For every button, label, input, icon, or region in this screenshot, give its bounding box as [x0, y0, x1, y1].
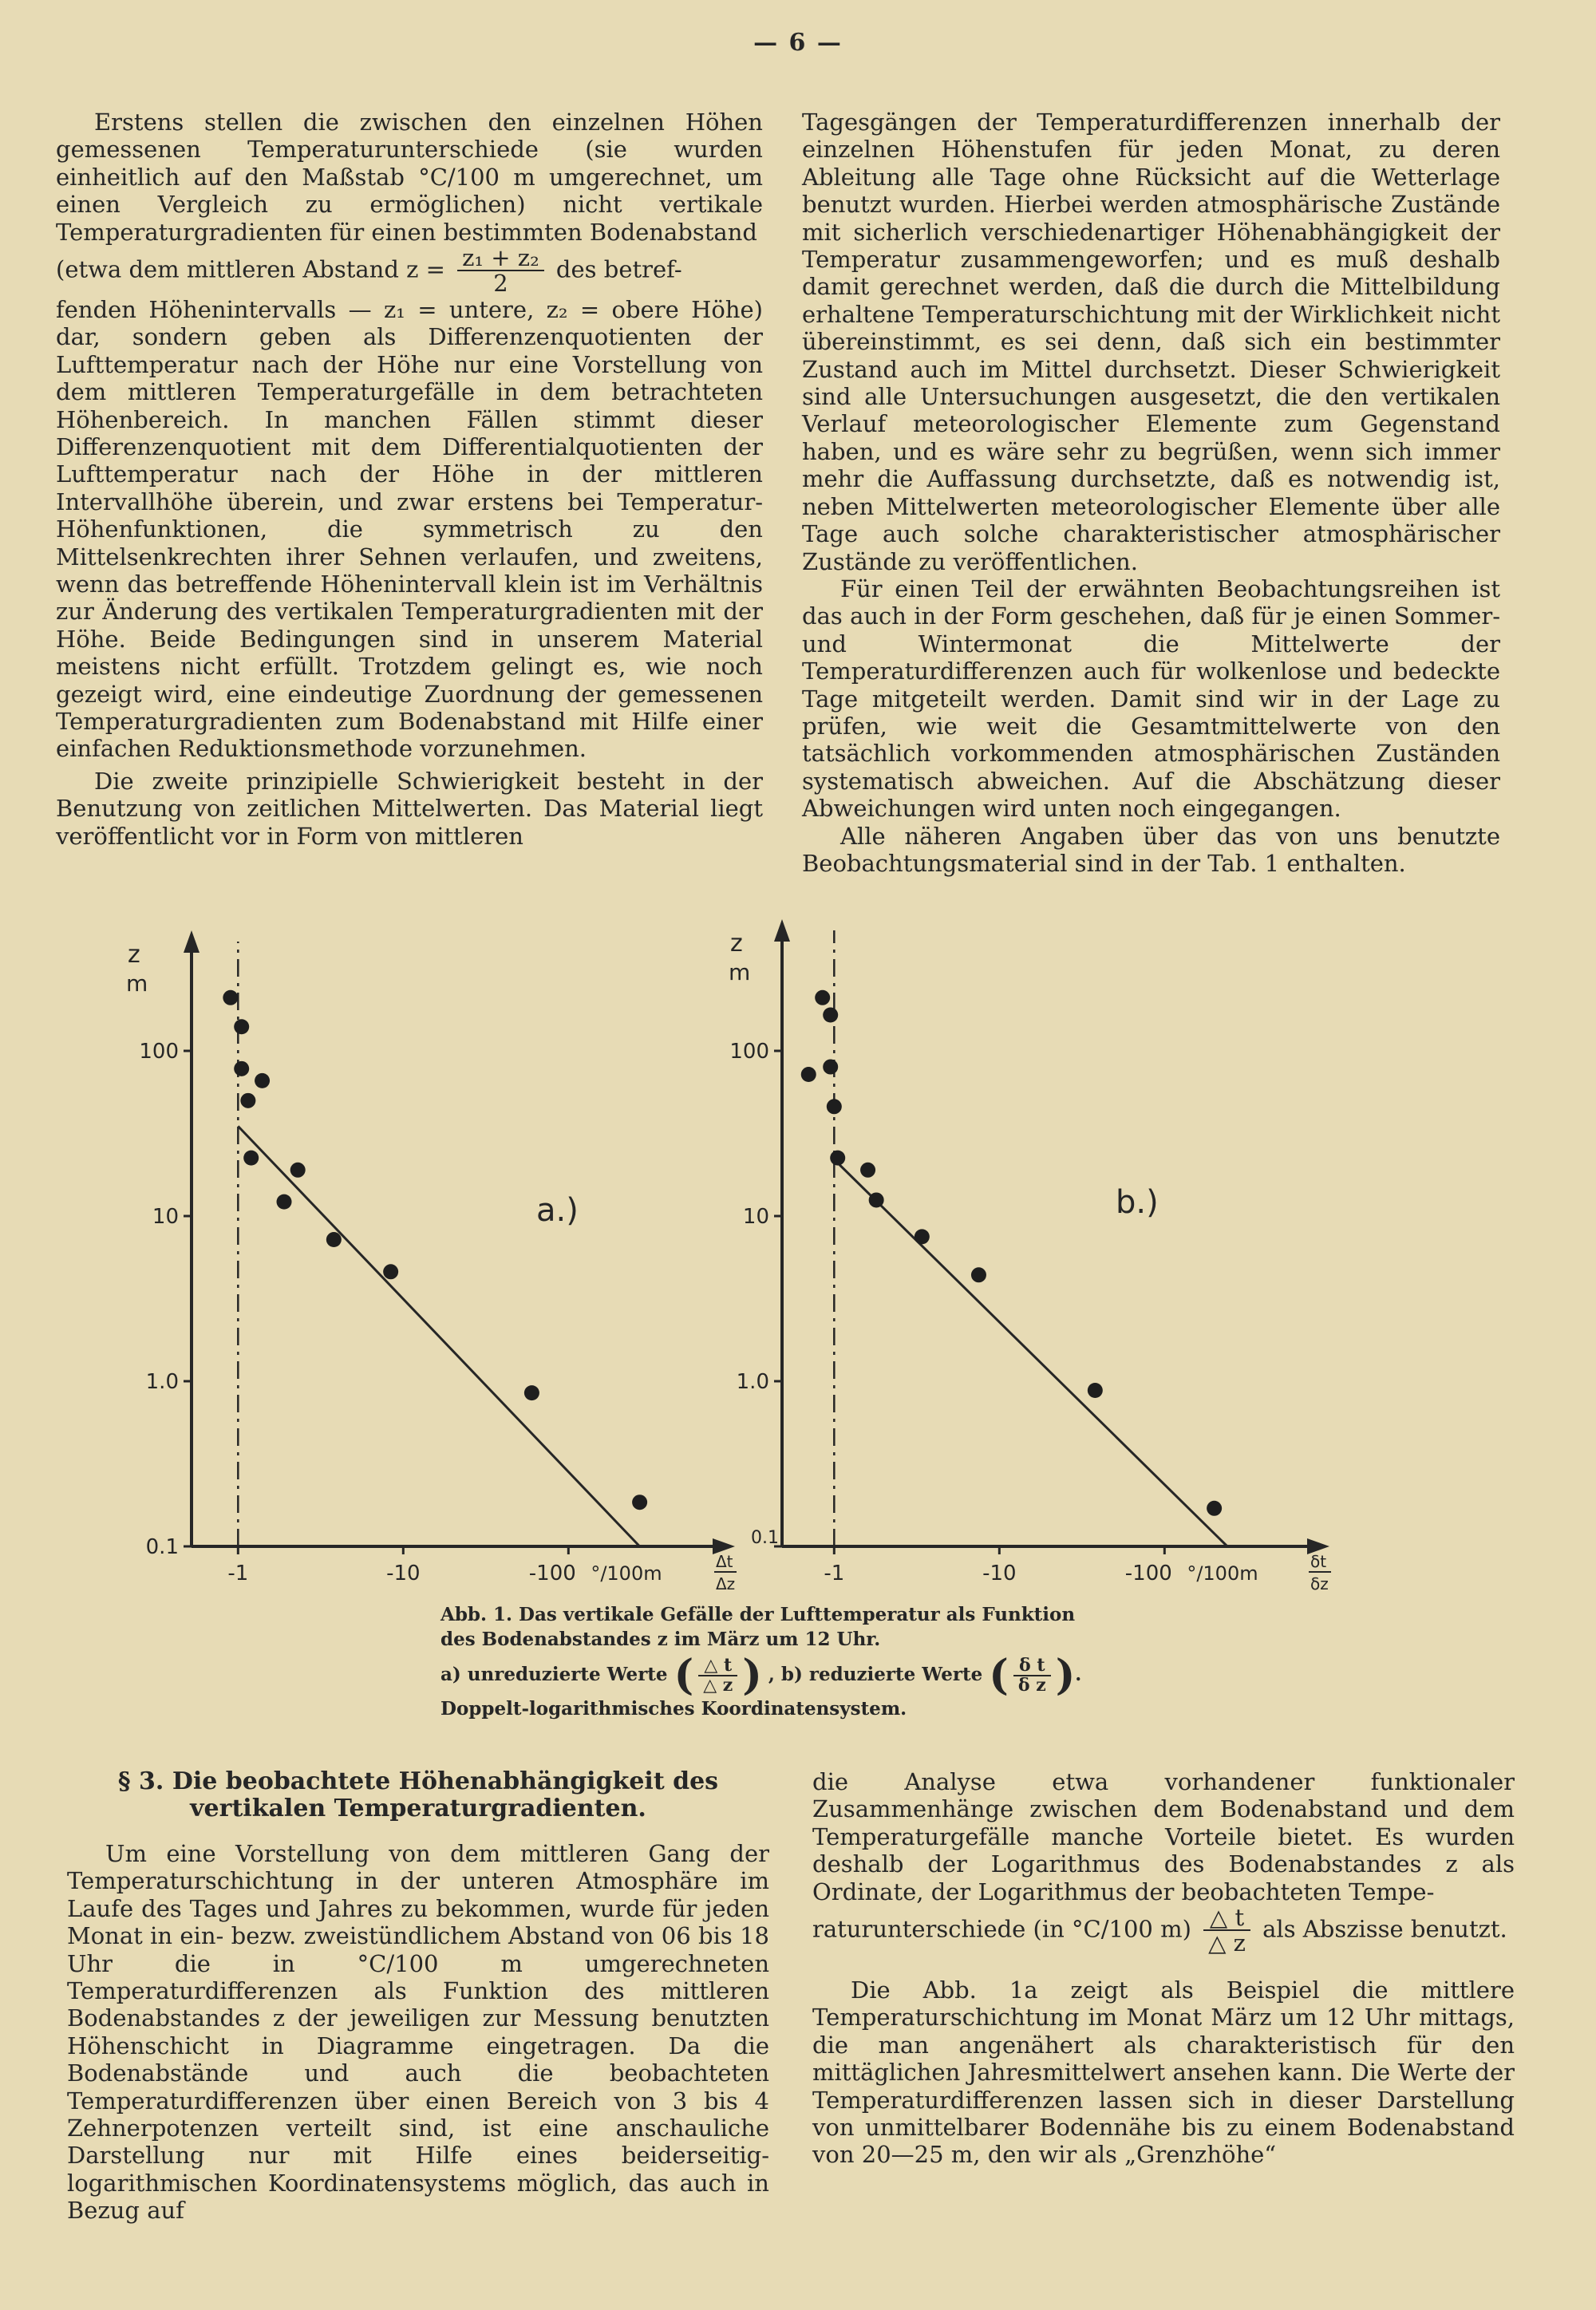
panel-label: b.)	[1116, 1184, 1159, 1221]
y-tick-label: 0.1	[751, 1528, 779, 1548]
x-axis-frac-den: δz	[1310, 1574, 1329, 1593]
data-point	[243, 1151, 259, 1166]
data-point	[971, 1267, 986, 1282]
x-tick-label: -1	[824, 1562, 845, 1585]
regression-line	[834, 1159, 1227, 1546]
paragraph: Erstens stellen die zwischen den einzelnen Höhen gemessenen Temperaturunterschiede (sie wurden einheitlich auf den Maßstab °C/100 m umgerechnet, um einen Vergleich zu ermöglichen) nicht vertikale Temperaturgradienten für einen bestimmten Bodenabstand	[56, 109, 763, 246]
x-tick-label: -10	[386, 1562, 421, 1585]
data-point	[240, 1093, 255, 1108]
y-axis-unit: m	[126, 970, 148, 997]
section-title: § 3. Die beobachtete Höhenabhängigkeit des vertikalen Temperaturgradienten.	[117, 1767, 719, 1822]
data-point	[915, 1229, 930, 1244]
y-axis-label: z	[128, 941, 140, 969]
y-tick-label: 100	[729, 1040, 769, 1064]
caption-b-label: , b) reduzierte Werte	[768, 1664, 983, 1685]
y-axis-arrow	[774, 919, 790, 942]
x-axis-label: °/100m	[591, 1562, 662, 1585]
caption-fraction-a	[698, 1656, 737, 1695]
caption-line: Abb. 1. Das vertikale Gefälle der Lufttemperatur als Funktion	[440, 1604, 1076, 1625]
paragraph: Die Abb. 1a zeigt als Beispiel die mittlere Temperaturschichtung im Monat März um 12 Uhr mittags, die man angenähert als charakteristisch für den mittäglichen Jahresmittelwert ansehen kann. Die Werte der Temperaturdifferenzen lassen sich in dieser Darstellung von unmittelbarer Bodennähe bis zu einem Bodenabstand von 20—25 m, den wir als „Grenzhöhe“	[812, 1976, 1515, 2169]
caption-fraction-b	[1013, 1656, 1051, 1695]
data-point	[1088, 1383, 1103, 1398]
paragraph-formula-line	[812, 1905, 1515, 1956]
fraction-numerator: △ t	[698, 1656, 737, 1676]
formula-text: raturunterschiede (in °C/100 m)	[812, 1915, 1191, 1943]
caption-a-label: a) unreduzierte Werte	[440, 1664, 668, 1685]
data-point	[815, 990, 830, 1005]
y-axis-unit: m	[729, 959, 751, 985]
fraction-denominator: δ z	[1017, 1675, 1046, 1696]
caption-line: des Bodenabstandes z im März um 12 Uhr.	[440, 1629, 881, 1650]
y-tick-label: 0.1	[145, 1535, 179, 1559]
regression-line	[238, 1126, 639, 1546]
caption-line-formulas: a) unreduzierte Werte ( $\frac{\triangle t}{\triangle z}$ ) , b) reduzierte Werte ( $\frac{\text{δ t}}{\text{δ z}}$ ).	[440, 1651, 1082, 1700]
x-axis-frac-num: Δt	[716, 1552, 733, 1571]
paragraph: Alle näheren Angaben über das von uns benutzte Beobachtungsmaterial sind in der Tab. 1 enthalten.	[802, 822, 1500, 877]
data-point	[234, 1019, 249, 1034]
fraction-numerator: △ t	[1203, 1905, 1250, 1931]
data-point	[827, 1099, 842, 1114]
data-point	[383, 1264, 398, 1279]
figure-caption	[440, 1602, 1159, 1721]
y-axis-label: z	[730, 930, 743, 958]
x-tick-label: -1	[227, 1562, 249, 1585]
x-tick-label: -100	[1124, 1562, 1172, 1585]
formula-text: (etwa dem mittleren Abstand z =	[56, 255, 445, 283]
y-tick-label: 1.0	[145, 1370, 179, 1394]
fraction-numerator: z₁ + z₂	[457, 246, 544, 271]
data-point	[234, 1061, 249, 1076]
y-tick-label: 1.0	[736, 1370, 769, 1394]
data-point	[869, 1192, 884, 1207]
y-axis-arrow	[184, 930, 200, 953]
caption-line: Doppelt-logarithmisches Koordinatensystem.	[440, 1698, 907, 1720]
x-tick-label: -100	[528, 1562, 576, 1585]
fraction-denominator: △ z	[703, 1675, 733, 1696]
text-column-bottom-right	[812, 1768, 1515, 2169]
x-axis-label: °/100m	[1187, 1562, 1258, 1585]
paragraph: die Analyse etwa vorhandener funktionaler Zusammenhänge zwischen dem Bodenabstand und dem Temperaturgefälle manche Vorteile bietet. Es wurden deshalb der Logarithmus des Bodenabstandes z als Ordinate, der Logarithmus der beobachteten Tempe-	[812, 1768, 1515, 1905]
y-tick-label: 10	[152, 1205, 179, 1229]
data-point	[860, 1163, 875, 1178]
page-number: — 6 —	[753, 29, 843, 57]
data-point	[830, 1151, 845, 1166]
data-point	[823, 1007, 838, 1022]
data-point	[255, 1073, 270, 1088]
data-point	[1207, 1501, 1222, 1516]
data-point	[223, 990, 238, 1005]
x-tick-label: -10	[982, 1562, 1017, 1585]
data-point	[326, 1232, 342, 1247]
data-point	[524, 1385, 539, 1400]
data-point	[801, 1067, 816, 1082]
paragraph: Tagesgängen der Temperaturdifferenzen innerhalb der einzelnen Höhenstufen für jeden Monat, zu deren Ableitung alle Tage ohne Rücksicht auf die Wetterlage benutzt wurden. Hierbei werden atmosphärische Zustände mit sicherlich verschiedenartiger Höhenabhängigkeit der Temperatur zusammengeworfen; und es muß deshalb damit gerechnet werden, daß die durch die Mittelbildung erhaltene Temperaturschichtung mit der Wirklichkeit nicht übereinstimmt, es sei denn, daß sich ein bestimmter Zustand auch im Mittel durchsetzt. Dieser Schwierigkeit sind alle Untersuchungen ausgesetzt, die den vertikalen Verlauf meteorologischer Elemente zum Gegenstand haben, und es wäre sehr zu begrüßen, wenn sich immer mehr die Auffassung durchsetzte, daß es notwendig ist, neben Mittelwerten meteorologischer Elemente über alle Tage auch solche charakteristischer atmosphärischer Zustände zu veröffentlichen.	[802, 109, 1500, 575]
formula-text: des betref-	[555, 255, 682, 283]
data-point	[632, 1495, 647, 1510]
y-tick-label: 10	[742, 1205, 769, 1229]
fraction-denominator: △ z	[1208, 1929, 1246, 1957]
panel-label: a.)	[536, 1192, 579, 1229]
paragraph: Die zweite prinzipielle Schwierigkeit besteht in der Benutzung von zeitlichen Mittelwerten. Das Material liegt veröffentlicht vor in Form von mittleren	[56, 767, 763, 850]
fraction	[1203, 1905, 1250, 1956]
paragraph: fenden Höhenintervalls — z₁ = untere, z₂ = obere Höhe) dar, sondern geben als Differenzenquotienten der Lufttemperatur nach der Höhe nur eine Vorstellung von dem mittleren Temperaturgefälle in dem betrachteten Höhenbereich. In manchen Fällen stimmt dieser Differenzenquotient mit dem Differentialquotienten der Lufttemperatur nach der Höhe in der mittleren Intervallhöhe überein, und zwar erstens bei Temperatur-Höhenfunktionen, die symmetrisch zu den Mittelsenkrechten ihrer Sehnen verlaufen, und zweitens, wenn das betreffende Höhenintervall klein ist im Verhältnis zur Änderung des vertikalen Temperaturgradienten mit der Höhe. Beide Bedingungen sind in unserem Material meistens nicht erfüllt. Trotzdem gelingt es, wie noch gezeigt wird, eine eindeutige Zuordnung der gemessenen Temperaturgradienten zum Bodenabstand mit Hilfe einer einfachen Reduktionsmethode vorzunehmen.	[56, 295, 763, 763]
data-point	[823, 1060, 838, 1075]
data-point	[290, 1163, 306, 1178]
x-axis-frac-den: Δz	[716, 1574, 736, 1593]
y-tick-label: 100	[139, 1040, 179, 1064]
paragraph: Um eine Vorstellung von dem mittleren Gang der Temperaturschichtung in der unteren Atmosphäre im Laufe des Tages und Jahres zu bekommen, wurde für jeden Monat in ein- bezw. zweistündlichem Abstand von 06 bis 18 Uhr die in °C/100 m umgerechneten Temperaturdifferenzen als Funktion des mittleren Bodenabstandes z der jeweiligen zur Messung benutzten Höhenschicht in Diagramme eingetragen. Da die Bodenabstände und auch die beobachteten Temperaturdifferenzen über einen Bereich von 3 bis 4 Zehnerpotenzen verteilt sind, ist eine anschauliche Darstellung nur mit Hilfe eines beiderseitig-logarithmischen Koordinatensystems möglich, das auch in Bezug auf	[67, 1840, 769, 2225]
text-column-bottom-left	[67, 1768, 769, 2225]
data-point	[277, 1194, 292, 1210]
paragraph: Für einen Teil der erwähnten Beobachtungsreihen ist das auch in der Form geschehen, daß für je einen Sommer- und Wintermonat die Mittelwerte der Temperaturdifferenzen auch für wolkenlose und bedeckte Tage mitgeteilt werden. Damit sind wir in der Lage zu prüfen, wie weit die Gesamtmittelwerte von den tatsächlich vorkommenden atmosphärischen Zuständen systematisch abweichen. Auf die Abschätzung dieser Abweichungen wird unten noch eingegangen.	[802, 575, 1500, 823]
fraction-numerator: δ t	[1013, 1656, 1051, 1676]
x-axis-frac-num: δt	[1310, 1552, 1327, 1571]
fraction-denominator: 2	[493, 270, 508, 298]
formula-text: als Abszisse benutzt.	[1262, 1915, 1507, 1943]
